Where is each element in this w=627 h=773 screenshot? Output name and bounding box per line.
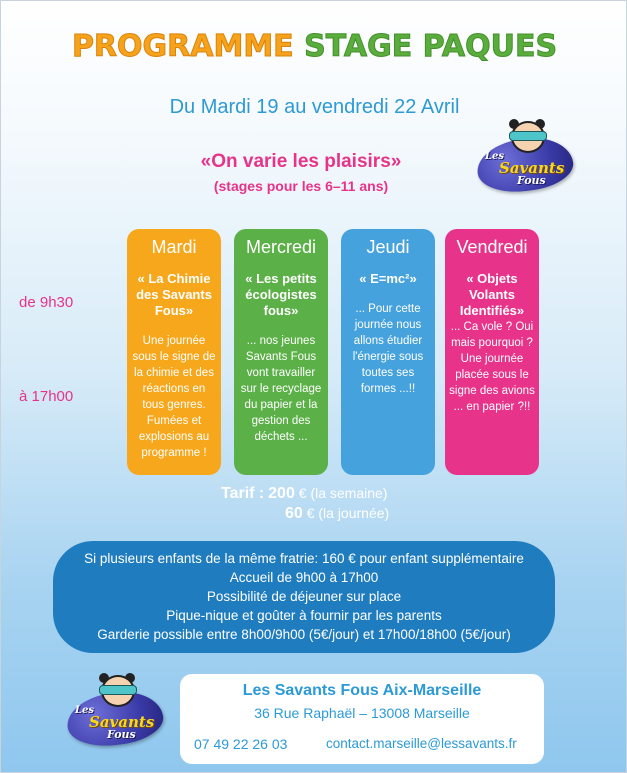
day-card-vendredi: [445, 229, 539, 475]
title-programme: PROGRAMME: [71, 29, 294, 64]
day-theme: « La Chimie des Savants Fous»: [136, 271, 212, 318]
organization-name: Les Savants Fous Aix-Marseille: [242, 682, 482, 699]
day-theme: « Objets Volants Identifiés»: [459, 271, 525, 318]
dates-line: Du Mardi 19 au vendredi 22 Avril: [169, 96, 460, 118]
day-theme: « E=mc²»: [359, 271, 417, 286]
day-description: Une journée sous le signe de la chimie et des réactions en tous genres. Fumées et explosions au programme !: [132, 335, 216, 459]
savants-fous-logo-footer: [65, 673, 165, 749]
end-time: à 17h00: [19, 388, 74, 405]
currency-week: €: [298, 485, 307, 501]
price-week-row: [221, 485, 387, 503]
week-note: (la semaine): [310, 485, 388, 501]
title-stage-paques: STAGE PAQUES: [304, 29, 558, 64]
pricing: [221, 485, 390, 522]
start-time: de 9h30: [19, 294, 74, 311]
day-description: ... Pour cette journée nous allons étudier l'énergie sous toutes ses formes ...!!: [352, 303, 424, 395]
day-name: Mardi: [151, 237, 197, 257]
currency-day: €: [306, 505, 315, 521]
price-week: 200: [268, 485, 295, 502]
savants-fous-logo: [475, 119, 575, 195]
tarif-label: Tarif :: [221, 485, 265, 502]
day-name: Vendredi: [456, 237, 528, 257]
info-line-daycare: Garderie possible entre 8h00/9h00 (5€/jour) et 17h00/18h00 (5€/jour): [97, 627, 511, 642]
day-card-mercredi: [234, 229, 328, 475]
day-card-jeudi: [341, 229, 435, 475]
info-box: [53, 541, 555, 653]
info-line-hours: Accueil de 9h00 à 17h00: [229, 570, 379, 585]
logo-goggles: [509, 131, 547, 141]
info-line-lunch: Possibilité de déjeuner sur place: [206, 589, 402, 604]
day-card-mardi: [127, 229, 221, 475]
day-description: ... Ca vole ? Oui mais pourquoi ? Une journée placée sous le signe des avions ... en papier ?!!: [449, 321, 535, 413]
phone-number: 07 49 22 26 03: [194, 736, 288, 752]
email-link[interactable]: contact.marseille@lessavants.fr: [326, 736, 517, 751]
contact-box: [180, 674, 544, 764]
day-theme: « Les petits écologistes fous»: [245, 271, 317, 318]
age-range: (stages pour les 6–11 ans): [213, 178, 389, 194]
info-line-picnic: Pique-nique et goûter à fournir par les parents: [166, 608, 442, 623]
logo-text-savants: Savants: [499, 159, 565, 177]
logo-text-fous: Fous: [107, 728, 136, 741]
price-day-row: [285, 505, 389, 523]
info-line-siblings: Si plusieurs enfants de la même fratrie: 160 € pour enfant supplémentaire: [84, 551, 524, 566]
logo-text-fous: Fous: [517, 174, 546, 187]
day-description: ... nos jeunes Savants Fous vont travailler sur le recyclage du papier et la gestion des déchets ...: [240, 335, 322, 443]
day-note: (la journée): [318, 505, 390, 521]
logo-goggles: [99, 685, 137, 695]
day-name: Jeudi: [366, 237, 410, 257]
logo-text-savants: Savants: [89, 713, 155, 731]
address: 36 Rue Raphaël – 13008 Marseille: [254, 705, 470, 721]
logo-text-les: Les: [75, 705, 95, 716]
page-title: [1, 29, 627, 64]
day-name: Mercredi: [245, 237, 316, 257]
logo-text-les: Les: [485, 151, 505, 162]
tagline: «On varie les plaisirs»: [200, 151, 402, 172]
price-day: 60: [285, 505, 303, 522]
